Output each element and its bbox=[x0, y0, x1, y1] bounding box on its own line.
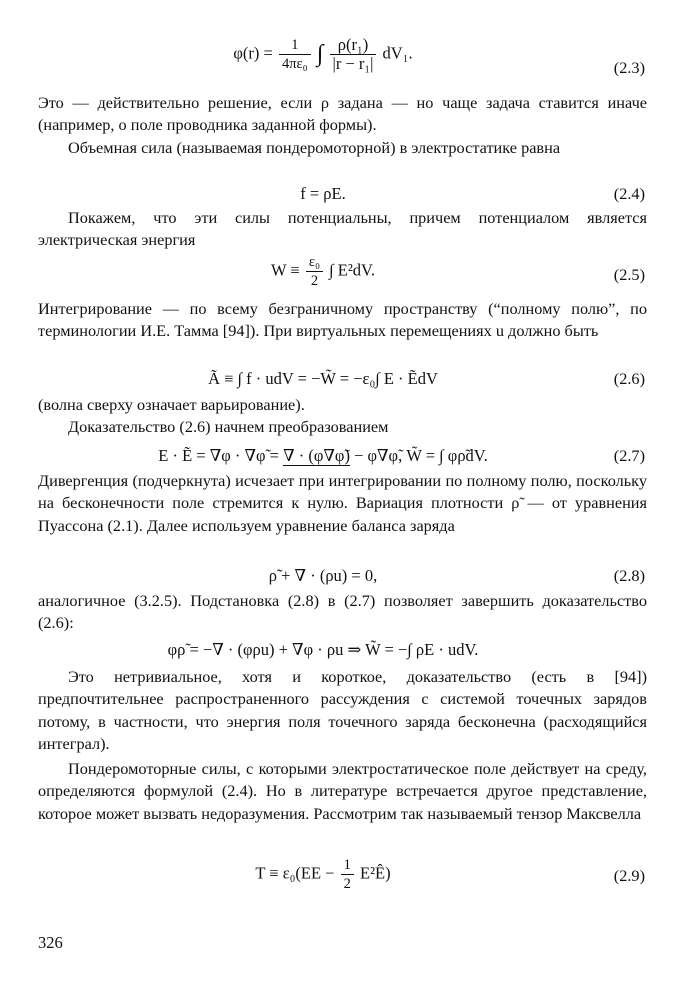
eq-2-9-lhs: T ≡ ε₀(EE − bbox=[255, 863, 335, 883]
eq-2-3-coef-den: 4πε₀ bbox=[281, 56, 308, 72]
eq-2-5-coef-den: 2 bbox=[310, 273, 319, 289]
page-number: 326 bbox=[38, 933, 63, 952]
paragraph-7: Дивергенция (подчеркнута) исчезает при интегрировании по полному полю, поскольку на бесконечности поле стремится к нулю. Вариация плотности ρ̃ — от уравнения Пуассона (2.1). Далее используем уравнение баланса заряда bbox=[38, 471, 647, 535]
eq-2-9-coef-num: 1 bbox=[341, 856, 354, 875]
equation-2-4: f = ρE. bbox=[300, 184, 346, 203]
eq-2-6-label: (2.6) bbox=[613, 369, 645, 388]
eq-2-5-label: (2.5) bbox=[613, 265, 645, 284]
equation-2-9 bbox=[38, 856, 608, 893]
eq-2-3-coef-num: 1 bbox=[279, 36, 311, 55]
eq-2-3-den: |r − r₁| bbox=[332, 54, 374, 73]
eq-2-3-coef bbox=[279, 36, 311, 73]
eq-2-5-lhs: W ≡ bbox=[271, 260, 300, 280]
eq-2-5-rhs: ∫ E²dV. bbox=[329, 260, 375, 280]
eq-2-4-label: (2.4) bbox=[613, 184, 645, 203]
equation-2-6: Ã ≡ ∫ f · udV = −W̃ = −ε₀∫ E · ẼdV bbox=[208, 369, 438, 388]
paragraph-2: Объемная сила (называемая пондеромоторной) в электростатике равна bbox=[68, 138, 561, 157]
paragraph-9: Это нетривиальное, хотя и короткое, доказательство (есть в [94]) предпочтительнее распространенного рассуждения с системой точечных зарядов потому, в частности, что энергия поля точечного заряда бесконечна (расходящийся интеграл). bbox=[38, 667, 647, 754]
equation-2-7 bbox=[38, 446, 608, 466]
eq-2-9-coef-den: 2 bbox=[343, 876, 351, 892]
equation-2-5 bbox=[38, 253, 608, 290]
eq-2-9-rhs: E²Ê) bbox=[360, 863, 391, 883]
eq-2-5-coef-num: ε₀ bbox=[306, 253, 323, 272]
eq-2-3-tail: dV₁. bbox=[382, 43, 413, 63]
paragraph-5: (волна сверху означает варьирование). bbox=[38, 395, 305, 414]
eq-2-9-coef bbox=[341, 856, 354, 893]
paragraph-10: Пондеромоторные силы, с которыми электростатическое поле действует на среду, определяются формулой (2.4). Но в литературе встречается другое представление, которое может вызвать недоразумения. Рассмотрим так называемый тензор Максвелла bbox=[38, 759, 647, 823]
eq-2-7-part1: E · Ẽ = ∇φ · ∇φ̃ = bbox=[158, 446, 279, 465]
paragraph-6: Доказательство (2.6) начнем преобразованием bbox=[68, 417, 389, 436]
eq-2-7-part2: − φ∇φ̃, W̃ = ∫ φρ̃dV. bbox=[354, 446, 488, 465]
eq-2-5-coef bbox=[306, 253, 323, 290]
eq-2-7-underlined-divergence: ∇ · (φ∇φ̃) bbox=[283, 446, 350, 465]
paragraph-1: Это — действительно решение, если ρ задана — но чаще задача ставится иначе (например, о поле проводника заданной формы). bbox=[38, 93, 647, 135]
equation-2-3 bbox=[38, 36, 608, 73]
equation-unnumbered: φρ̃ = −∇ · (φρu) + ∇φ · ρu ⇒ W̃ = −∫ ρE · udV. bbox=[167, 640, 479, 659]
paragraph-3: Покажем, что эти силы потенциальны, причем потенциалом является электрическая энергия bbox=[38, 208, 647, 250]
eq-2-9-label: (2.9) bbox=[613, 866, 645, 885]
eq-2-3-label: (2.3) bbox=[613, 58, 645, 77]
eq-2-3-fraction bbox=[330, 36, 377, 73]
eq-2-3-lhs: φ(r) = bbox=[233, 43, 273, 63]
eq-2-3-integral: ∫ bbox=[316, 41, 324, 67]
paragraph-4: Интегрирование — по всему безграничному пространству (“полному полю”, по терминологии И.Е. Тамма [94]). При виртуальных перемещениях u должно быть bbox=[38, 299, 647, 341]
eq-2-8-label: (2.8) bbox=[613, 566, 645, 585]
eq-2-3-num: ρ(r₁) bbox=[330, 36, 377, 55]
eq-2-7-label: (2.7) bbox=[613, 446, 645, 465]
equation-2-8: ρ̃ + ∇ · (ρu) = 0, bbox=[268, 566, 378, 585]
paragraph-8: аналогичное (3.2.5). Подстановка (2.8) в (2.7) позволяет завершить доказательство (2.6): bbox=[38, 591, 647, 633]
